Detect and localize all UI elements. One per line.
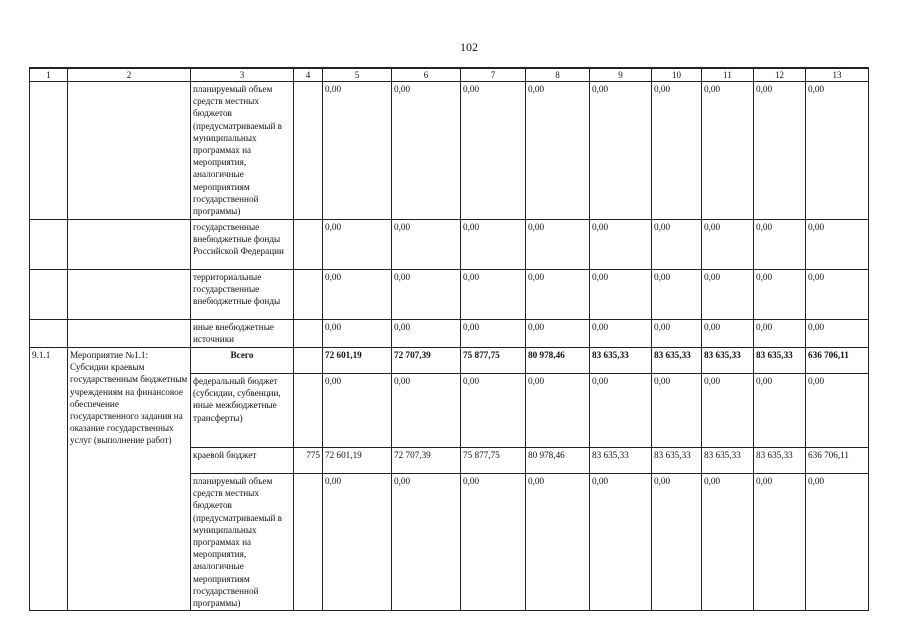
total-label: Всего [191,348,294,374]
value-cell: 0,00 [754,82,806,220]
value-cell: 83 635,33 [590,448,652,474]
value-cell: 0,00 [754,220,806,270]
value-cell: 83 635,33 [754,448,806,474]
value-cell: 0,00 [702,474,754,611]
value-cell: 0,00 [590,270,652,320]
column-number-row [30,68,869,82]
name-cell [68,270,191,320]
column-header: 10 [652,68,702,82]
funding-source-cell: территориальные государственные внебюджетные фонды [191,270,294,320]
total-value-cell: 83 635,33 [590,348,652,374]
code-cell [294,220,323,270]
value-cell: 0,00 [323,270,392,320]
value-cell: 0,00 [806,474,869,611]
value-cell: 0,00 [702,320,754,348]
total-value-cell: 72 601,19 [323,348,392,374]
value-cell: 0,00 [806,320,869,348]
value-cell: 72 601,19 [323,448,392,474]
value-cell: 0,00 [392,82,461,220]
code-cell [294,270,323,320]
code-cell: 775 [294,448,323,474]
name-cell [68,82,191,220]
column-header: 1 [30,68,68,82]
value-cell: 0,00 [526,320,590,348]
column-header: 2 [68,68,191,82]
value-cell: 0,00 [461,270,526,320]
funding-source-cell: государственные внебюджетные фонды Российской Федерации [191,220,294,270]
value-cell: 83 635,33 [702,448,754,474]
code-cell [294,348,323,374]
value-cell: 0,00 [702,82,754,220]
total-value-cell: 75 877,75 [461,348,526,374]
value-cell: 0,00 [754,320,806,348]
page-number: 102 [460,40,478,54]
value-cell: 0,00 [652,270,702,320]
table-row [30,320,869,348]
number-cell [30,82,68,220]
value-cell: 0,00 [702,220,754,270]
budget-table [29,67,869,611]
column-header: 4 [294,68,323,82]
column-header: 3 [191,68,294,82]
value-cell: 0,00 [806,374,869,448]
value-cell: 0,00 [806,220,869,270]
value-cell: 72 707,39 [392,448,461,474]
code-cell [294,82,323,220]
column-header: 6 [392,68,461,82]
code-cell [294,474,323,611]
total-value-cell: 83 635,33 [754,348,806,374]
total-value-cell: 72 707,39 [392,348,461,374]
value-cell: 0,00 [323,374,392,448]
column-header: 13 [806,68,869,82]
value-cell: 0,00 [590,82,652,220]
column-header: 5 [323,68,392,82]
value-cell: 0,00 [461,374,526,448]
value-cell: 0,00 [806,82,869,220]
value-cell: 0,00 [392,320,461,348]
measure-name: Мероприятие №1.1: Субсидии краевым государственным бюджетным учреждениям на финансовое обеспечение государственного задания на оказание государственных услуг (выполнение работ) [68,348,191,611]
value-cell: 0,00 [526,270,590,320]
value-cell: 0,00 [652,82,702,220]
value-cell: 0,00 [754,270,806,320]
value-cell: 0,00 [526,82,590,220]
value-cell: 0,00 [323,320,392,348]
value-cell: 0,00 [526,374,590,448]
name-cell [68,220,191,270]
measure-number: 9.1.1 [30,348,68,611]
column-header: 9 [590,68,652,82]
table-row [30,82,869,220]
value-cell: 0,00 [461,220,526,270]
value-cell: 0,00 [754,374,806,448]
name-cell [68,320,191,348]
value-cell: 0,00 [754,474,806,611]
funding-source-cell: планируемый объем средств местных бюджетов (предусматриваемый в муниципальных программах на мероприятия, аналогичные мероприятиям государственной программы) [191,474,294,611]
value-cell: 0,00 [590,374,652,448]
funding-source-cell: федеральный бюджет (субсидии, субвенции, иные межбюджетные трансферты) [191,374,294,448]
value-cell: 0,00 [392,220,461,270]
code-cell [294,320,323,348]
total-value-cell: 636 706,11 [806,348,869,374]
value-cell: 0,00 [392,374,461,448]
value-cell: 0,00 [323,474,392,611]
column-header: 12 [754,68,806,82]
value-cell: 0,00 [392,474,461,611]
total-value-cell: 83 635,33 [652,348,702,374]
funding-source-cell: иные внебюджетные источники [191,320,294,348]
value-cell: 0,00 [702,270,754,320]
value-cell: 0,00 [323,82,392,220]
code-cell [294,374,323,448]
measure-total-row [30,348,869,374]
table-row [30,220,869,270]
value-cell: 0,00 [590,220,652,270]
value-cell: 0,00 [590,320,652,348]
value-cell: 0,00 [461,82,526,220]
value-cell: 0,00 [652,220,702,270]
table-row [30,270,869,320]
value-cell: 0,00 [461,474,526,611]
value-cell: 0,00 [392,270,461,320]
number-cell [30,220,68,270]
value-cell: 83 635,33 [652,448,702,474]
number-cell [30,320,68,348]
column-header: 8 [526,68,590,82]
value-cell: 636 706,11 [806,448,869,474]
number-cell [30,270,68,320]
total-value-cell: 83 635,33 [702,348,754,374]
value-cell: 0,00 [526,474,590,611]
value-cell: 0,00 [590,474,652,611]
value-cell: 0,00 [652,320,702,348]
value-cell: 0,00 [526,220,590,270]
value-cell: 0,00 [702,374,754,448]
value-cell: 0,00 [806,270,869,320]
value-cell: 0,00 [652,374,702,448]
value-cell: 0,00 [652,474,702,611]
value-cell: 80 978,46 [526,448,590,474]
column-header: 7 [461,68,526,82]
column-header: 11 [702,68,754,82]
funding-source-cell: планируемый объем средств местных бюджетов (предусматриваемый в муниципальных программах на мероприятия, аналогичные мероприятиям государственной программы) [191,82,294,220]
total-value-cell: 80 978,46 [526,348,590,374]
value-cell: 75 877,75 [461,448,526,474]
value-cell: 0,00 [323,220,392,270]
value-cell: 0,00 [461,320,526,348]
funding-source-cell: краевой бюджет [191,448,294,474]
